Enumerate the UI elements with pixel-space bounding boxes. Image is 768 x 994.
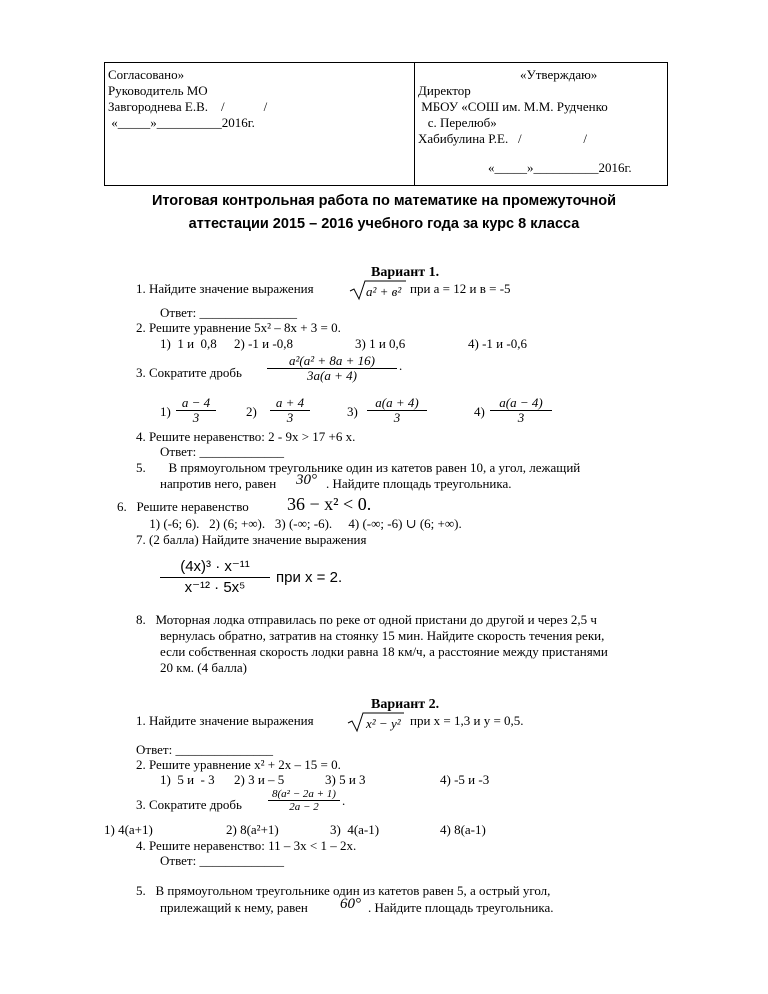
v1-q2-opt-1: 1) 1 и 0,8 [160,336,217,351]
v1-q3-opt1-num: a − 4 [176,396,216,411]
v1-q1-answer: Ответ: _______________ [160,305,297,320]
v1-q3-fraction [267,354,397,383]
v2-q4-answer: Ответ: _____________ [160,853,284,868]
approved-line-3: Завгороднева Е.В. / / [108,99,268,114]
v1-q6-expr: 36 − x² < 0. [287,494,372,514]
v1-q8-line-1: 8. Моторная лодка отправилась по реке от одной пристани до другой и через 2,5 ч [136,612,597,627]
v1-q7-den: x⁻¹² · 5x⁵ [184,579,246,596]
approved-line-4: «_____»__________2016г. [108,115,255,130]
v1-q7-fraction [160,557,270,598]
approved-line-2: Руководитель МО [108,83,208,98]
v2-q5-line-2b: . Найдите площадь треугольника. [368,900,554,915]
v1-q3-opt4-den: 3 [517,410,525,425]
v1-q3-den: 3a(a + 4) [307,368,357,383]
v1-q3-opt3-label: 3) [347,404,358,419]
page-title-line-2: аттестации 2015 – 2016 учебного года за курс 8 класса [188,216,580,232]
v1-q1-expr: a² + в² [366,284,402,299]
v1-q2-opt-2: 2) -1 и -0,8 [234,336,293,351]
v1-q3-opt3-num: a(a + 4) [367,396,427,411]
confirm-line-4: с. Перелюб» [418,115,497,130]
v1-q3: 3. Сократите дробь [136,365,242,380]
v1-q8-line-3: если собственная скорость лодки равна 18 км/ч, а расстояние между пристанями [160,644,608,659]
v2-heading: Вариант 2. [371,697,440,712]
v2-q3: 3. Сократите дробь [136,797,242,812]
v2-q1-expr: x² − y² [366,716,401,731]
v2-q3-opt-2: 2) 8(a²+1) [226,822,279,837]
v1-q7-num: (4x)³ · x⁻¹¹ [160,557,270,578]
v1-q4: 4. Решите неравенство: 2 - 9x > 17 +6 x. [136,429,356,444]
v1-q5-angle: 30° [296,472,317,488]
v2-q3-fraction [268,788,340,813]
v1-q1-tail: при а = 12 и в = -5 [410,281,511,296]
v1-q2: 2. Решите уравнение 5x² – 8x + 3 = 0. [136,320,341,335]
v1-q6-options: 1) (-6; 6). 2) (6; +∞). 3) (-∞; -6). 4) (-∞; -6) ∪ (6; +∞). [146,516,462,531]
v1-q3-opt4 [490,396,552,425]
v1-q3-opt3-den: 3 [393,410,401,425]
v1-q5-line-1: 5. В прямоугольном треугольнике один из катетов равен 10, а угол, лежащий [136,460,581,475]
v2-q3-opt-4: 4) 8(a-1) [440,822,486,837]
v1-q3-opt2-num: a + 4 [270,396,310,411]
confirm-line-6: «_____»__________2016г. [488,160,632,175]
v1-q8-line-4: 20 км. (4 балла) [160,660,247,675]
v1-q5-line-2a: напротив него, равен [160,476,277,491]
v1-q1: 1. Найдите значение выражения [136,281,314,296]
v2-q3-den: 2a − 2 [289,801,319,813]
v2-q1: 1. Найдите значение выражения [136,713,314,728]
v1-q2-opt-3: 3) 1 и 0,6 [355,336,406,351]
v2-q3-opt-1: 1) 4(a+1) [104,822,153,837]
v1-q2-opt-4: 4) -1 и -0,6 [468,336,527,351]
v1-q6: 6. Решите неравенство [117,499,249,514]
confirm-line-1: «Утверждаю» [520,67,598,82]
v1-q3-opt1-label: 1) [160,404,171,419]
v1-q5-line-2b: . Найдите площадь треугольника. [326,476,512,491]
v2-q4: 4. Решите неравенство: 11 – 3x < 1 – 2x. [136,838,357,853]
v2-q1-answer: Ответ: _______________ [136,742,273,757]
v2-q3-dot: . [342,793,346,808]
v1-q3-dot: . [399,358,403,373]
v2-q2: 2. Решите уравнение x² + 2x – 15 = 0. [136,757,341,772]
v2-q2-opt-3: 3) 5 и 3 [325,772,366,787]
v2-q2-opt-1: 1) 5 и - 3 [160,772,215,787]
v1-q3-opt1-den: 3 [192,410,200,425]
v1-q4-answer: Ответ: _____________ [160,444,284,459]
v1-q3-num: a²(a² + 8a + 16) [267,354,397,369]
confirm-line-3: МБОУ «СОШ им. М.М. Рудченко [418,99,608,114]
approved-line-1: Согласовано» [108,67,185,82]
v1-q3-opt3 [367,396,427,425]
v2-q5-angle: 60° [340,896,361,912]
page-title-line-1: Итоговая контрольная работа по математике на промежуточной [151,193,617,209]
v2-q5-line-2a: прилежащий к нему, равен [160,900,308,915]
v1-q3-opt1 [176,396,216,425]
v1-q3-opt4-num: a(a − 4) [490,396,552,411]
v1-q3-opt2-label: 2) [246,404,257,419]
v1-q3-opt2 [270,396,310,425]
v1-q8-line-2: вернулась обратно, затратив на стоянку 15 мин. Найдите скорость течения реки, [160,628,605,643]
v2-q2-opt-2: 2) 3 и – 5 [234,772,285,787]
v2-q1-tail: при x = 1,3 и y = 0,5. [410,713,524,728]
v1-q3-opt4-label: 4) [474,404,485,419]
v1-q7-tail: при x = 2. [276,569,343,586]
confirm-line-2: Директор [418,83,471,98]
v2-q2-opt-4: 4) -5 и -3 [440,772,490,787]
v1-q3-opt2-den: 3 [286,410,294,425]
v2-q5-line-1: 5. В прямоугольном треугольнике один из катетов равен 5, а острый угол, [136,883,551,898]
v1-q7: 7. (2 балла) Найдите значение выражения [136,532,367,547]
confirm-line-5: Хабибулина Р.Е. / / [418,131,587,146]
v2-q3-opt-3: 3) 4(a-1) [330,822,380,837]
v2-q3-num: 8(a² − 2a + 1) [268,788,340,801]
v1-heading: Вариант 1. [371,265,440,280]
